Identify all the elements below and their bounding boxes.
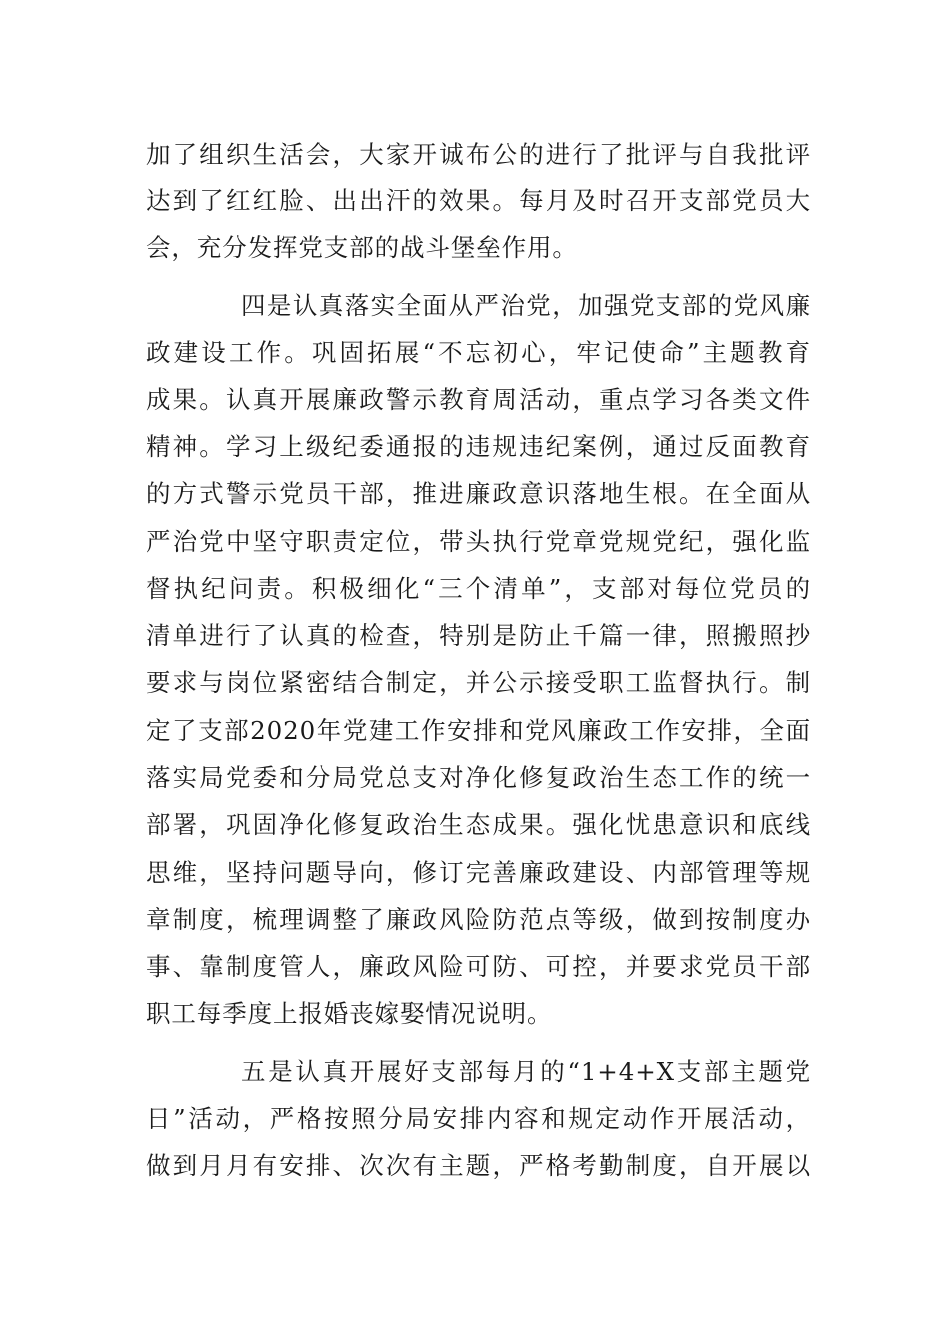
paragraph-line: 思维，坚持问题导向，修订完善廉政建设、内部管理等规 (146, 858, 811, 887)
paragraph-line: 四是认真落实全面从严治党，加强党支部的党风廉 (241, 291, 811, 320)
paragraph-line: 要求与岗位紧密结合制定，并公示接受职工监督执行。制 (146, 668, 811, 697)
paragraph-line: 达到了红红脸、出出汗的效果。每月及时召开支部党员大 (146, 186, 811, 215)
paragraph-line: 章制度，梳理调整了廉政风险防范点等级，做到按制度办 (146, 905, 811, 934)
paragraph-line: 职工每季度上报婚丧嫁娶情况说明。 (146, 999, 553, 1028)
paragraph-line: 清单进行了认真的检查，特别是防止千篇一律，照搬照抄 (146, 621, 811, 650)
paragraph-line: 政建设工作。巩固拓展“不忘初心，牢记使命”主题教育 (146, 338, 811, 367)
paragraph-line: 严治党中坚守职责定位，带头执行党章党规党纪，强化监 (146, 527, 811, 556)
paragraph-line: 加了组织生活会，大家开诚布公的进行了批评与自我批评 (146, 140, 811, 169)
paragraph-line: 督执纪问责。积极细化“三个清单”，支部对每位党员的 (146, 574, 811, 603)
paragraph-line: 日”活动，严格按照分局安排内容和规定动作开展活动， (146, 1104, 811, 1133)
paragraph-line: 精神。学习上级纪委通报的违规违纪案例，通过反面教育 (146, 432, 811, 461)
paragraph-line: 落实局党委和分局党总支对净化修复政治生态工作的统一 (146, 763, 811, 792)
paragraph-line: 事、靠制度管人，廉政风险可防、可控，并要求党员干部 (146, 952, 811, 981)
paragraph-line: 五是认真开展好支部每月的“1+4+X支部主题党 (241, 1057, 811, 1086)
paragraph-line: 的方式警示党员干部，推进廉政意识落地生根。在全面从 (146, 479, 811, 508)
paragraph-line: 会，充分发挥党支部的战斗堡垒作用。 (146, 233, 578, 262)
paragraph-line: 做到月月有安排、次次有主题，严格考勤制度，自开展以 (146, 1151, 811, 1180)
paragraph-line: 成果。认真开展廉政警示教育周活动，重点学习各类文件 (146, 385, 811, 414)
paragraph-line: 定了支部2020年党建工作安排和党风廉政工作安排，全面 (146, 716, 811, 745)
paragraph-line: 部署，巩固净化修复政治生态成果。强化忧患意识和底线 (146, 810, 811, 839)
